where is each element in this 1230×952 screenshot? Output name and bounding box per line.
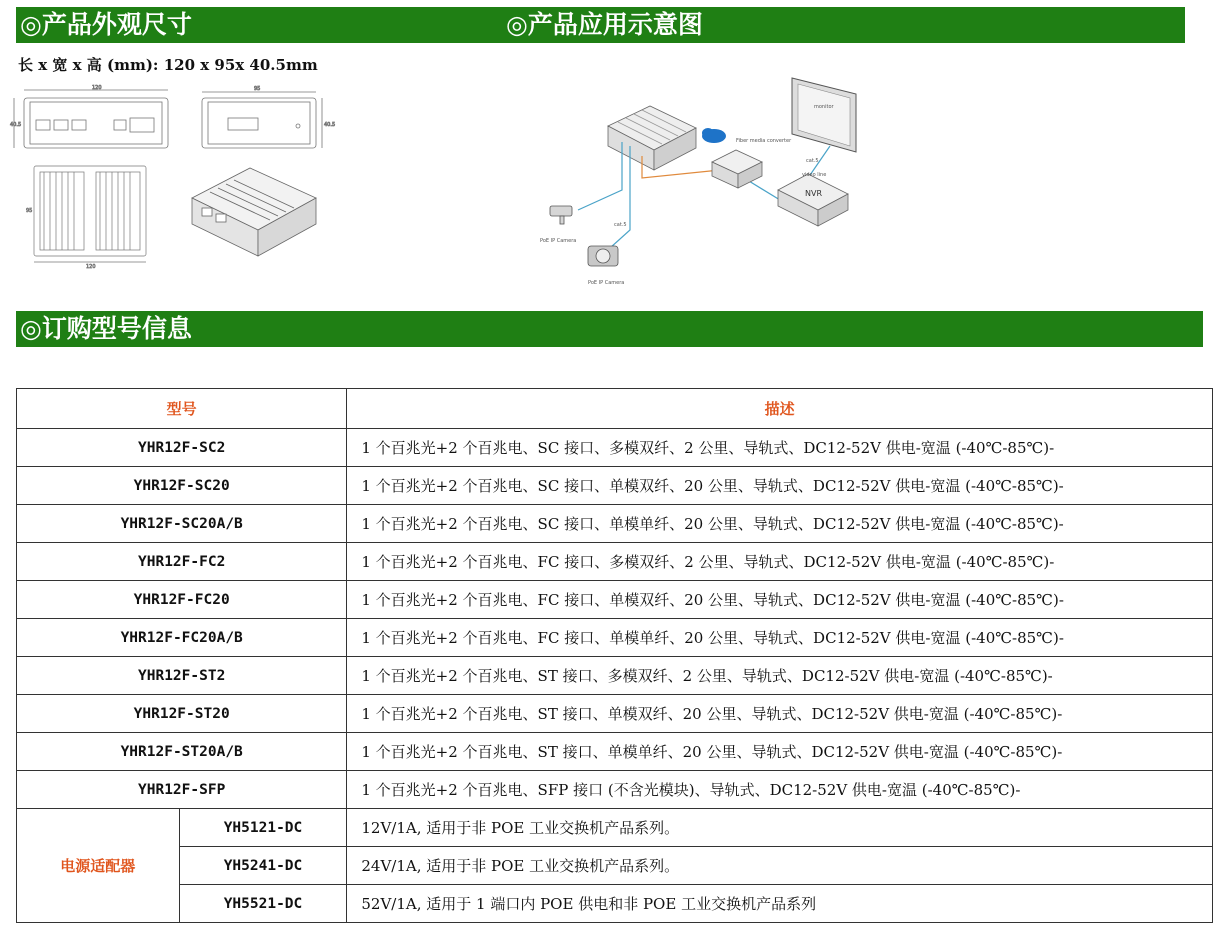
isometric-view-drawing [192, 168, 316, 256]
model-cell: YHR12F-SC2 [17, 429, 347, 467]
media-converter [712, 150, 762, 188]
nvr-device [778, 174, 848, 226]
camera-icon [550, 206, 572, 224]
cable-to-camera2 [610, 146, 630, 248]
front-height-label: 40.5 [10, 122, 22, 128]
model-cell: YHR12F-FC2 [17, 543, 347, 581]
model-cell: YHR12F-SFP [17, 771, 347, 809]
camera1-label: PoE IP Camera [540, 238, 577, 244]
table-row [17, 619, 1213, 657]
model-cell: YH5241-DC [179, 847, 347, 885]
table-row [17, 809, 1213, 847]
cable-label-2: cat.5 [806, 158, 819, 164]
description-cell: 1 个百兆光+2 个百兆电、FC 接口、单模双纤、20 公里、导轨式、DC12-52V 供电-宽温 (-40℃-85℃)- [347, 581, 1213, 619]
app-section-title: ◎产品应用示意图 [506, 10, 703, 39]
front-view-drawing [10, 85, 168, 148]
front-width-label: 120 [92, 85, 102, 91]
monitor-device [792, 78, 856, 152]
section-bar-order [16, 311, 1203, 347]
description-cell: 1 个百兆光+2 个百兆电、SC 接口、多模双纤、2 公里、导轨式、DC12-52V 供电-宽温 (-40℃-85℃)- [347, 429, 1213, 467]
table-row [17, 657, 1213, 695]
header-description: 描述 [347, 389, 1213, 429]
description-cell: 1 个百兆光+2 个百兆电、ST 接口、单模双纤、20 公里、导轨式、DC12-52V 供电-宽温 (-40℃-85℃)- [347, 695, 1213, 733]
cloud-icon [702, 128, 726, 143]
bottom-view-drawing [26, 166, 146, 270]
description-cell: 24V/1A, 适用于非 POE 工业交换机产品系列。 [347, 847, 1213, 885]
table-row [17, 885, 1213, 923]
camera2-label: PoE IP Camera [588, 280, 625, 286]
model-cell: YHR12F-ST20 [17, 695, 347, 733]
model-cell: YHR12F-ST20A/B [17, 733, 347, 771]
power-adapter-group-label: 电源适配器 [17, 809, 180, 923]
dslr-camera-icon [588, 246, 618, 266]
side-width-label: 95 [254, 86, 261, 92]
video-line-label: video line [802, 172, 827, 178]
description-cell: 1 个百兆光+2 个百兆电、ST 接口、多模双纤、2 公里、导轨式、DC12-52V 供电-宽温 (-40℃-85℃)- [347, 657, 1213, 695]
table-row [17, 733, 1213, 771]
cable-to-camera1 [578, 142, 622, 210]
header-model: 型号 [17, 389, 347, 429]
model-cell: YH5521-DC [179, 885, 347, 923]
description-cell: 1 个百兆光+2 个百兆电、SC 接口、单模双纤、20 公里、导轨式、DC12-52V 供电-宽温 (-40℃-85℃)- [347, 467, 1213, 505]
description-cell: 1 个百兆光+2 个百兆电、FC 接口、多模双纤、2 公里、导轨式、DC12-52V 供电-宽温 (-40℃-85℃)- [347, 543, 1213, 581]
model-cell: YHR12F-FC20 [17, 581, 347, 619]
model-cell: YHR12F-FC20A/B [17, 619, 347, 657]
table-header-row [17, 389, 1213, 429]
description-cell: 1 个百兆光+2 个百兆电、FC 接口、单模单纤、20 公里、导轨式、DC12-52V 供电-宽温 (-40℃-85℃)- [347, 619, 1213, 657]
dimensions-text: 长 x 宽 x 高 (mm): 120 x 95x 40.5mm [18, 56, 318, 74]
nvr-label: NVR [805, 189, 823, 198]
application-diagram [530, 70, 870, 290]
description-cell: 1 个百兆光+2 个百兆电、ST 接口、单模单纤、20 公里、导轨式、DC12-52V 供电-宽温 (-40℃-85℃)- [347, 733, 1213, 771]
dims-section-title: ◎产品外观尺寸 [20, 10, 192, 39]
model-cell: YH5121-DC [179, 809, 347, 847]
table-row [17, 695, 1213, 733]
model-cell: YHR12F-ST2 [17, 657, 347, 695]
table-row [17, 505, 1213, 543]
bottom-width-label: 120 [86, 264, 96, 270]
description-cell: 1 个百兆光+2 个百兆电、SFP 接口 (不含光模块)、导轨式、DC12-52V 供电-宽温 (-40℃-85℃)- [347, 771, 1213, 809]
table-row [17, 467, 1213, 505]
table-row [17, 581, 1213, 619]
description-cell: 1 个百兆光+2 个百兆电、SC 接口、单模单纤、20 公里、导轨式、DC12-52V 供电-宽温 (-40℃-85℃)- [347, 505, 1213, 543]
table-row [17, 847, 1213, 885]
side-view-drawing [202, 86, 335, 148]
monitor-label: monitor [814, 104, 834, 110]
table-row [17, 429, 1213, 467]
converter-label: Fiber media converter [736, 138, 792, 144]
model-cell: YHR12F-SC20 [17, 467, 347, 505]
description-cell: 12V/1A, 适用于非 POE 工业交换机产品系列。 [347, 809, 1213, 847]
table-row [17, 771, 1213, 809]
description-cell: 52V/1A, 适用于 1 端口内 POE 供电和非 POE 工业交换机产品系列 [347, 885, 1213, 923]
order-section-title: ◎订购型号信息 [20, 314, 192, 343]
section-bar-top [16, 7, 1185, 43]
table-row [17, 543, 1213, 581]
side-height-label: 40.5 [324, 122, 336, 128]
bottom-depth-label: 95 [26, 208, 33, 214]
model-cell: YHR12F-SC20A/B [17, 505, 347, 543]
switch-device [608, 106, 696, 170]
dimension-drawings [10, 80, 336, 270]
cable-label-1: cat.5 [614, 222, 627, 228]
order-table [16, 388, 1213, 923]
